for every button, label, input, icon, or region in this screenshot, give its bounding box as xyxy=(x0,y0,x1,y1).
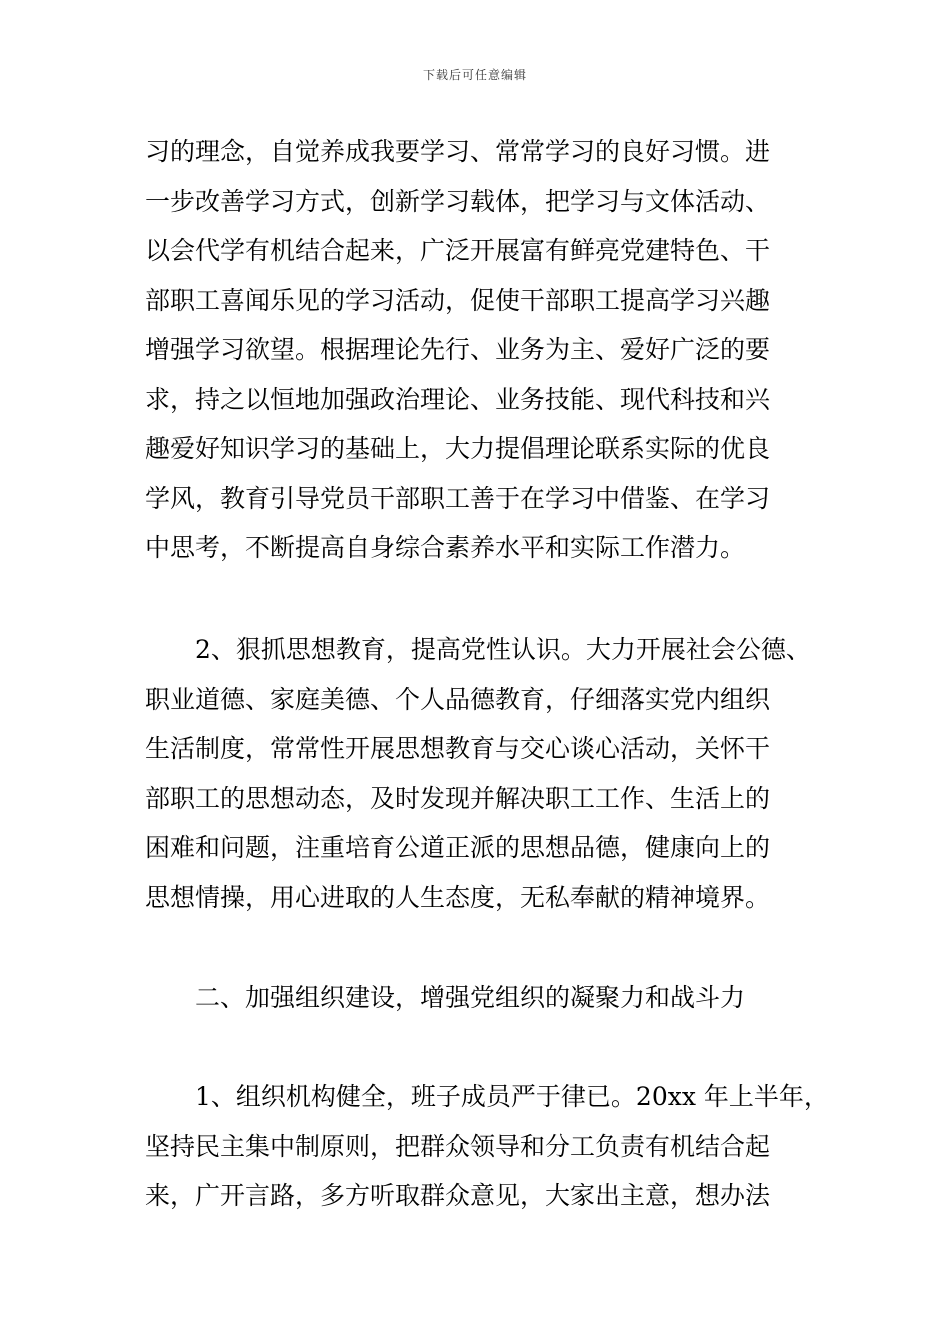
text-line: 中思考，不断提高自身综合素养水平和实际工作潜力。 xyxy=(145,533,746,562)
text-line: 困难和问题，注重培育公道正派的思想品德，健康向上的 xyxy=(145,833,771,862)
paragraph-organization xyxy=(145,1072,835,1221)
text-line: 一步改善学习方式，创新学习载体，把学习与文体活动、 xyxy=(145,186,771,216)
text-line: 趣爱好知识学习的基础上，大力提倡理论联系实际的优良 xyxy=(145,434,771,463)
text-line: 2、狠抓思想教育，提高党性认识。大力开展社会公德、 xyxy=(195,635,811,664)
text-line: 以会代学有机结合起来，广泛开展富有鲜亮党建特色、干 xyxy=(145,236,771,265)
heading-line: 二、加强组织建设，增强党组织的凝聚力和战斗力 xyxy=(195,983,746,1012)
paragraph-study-habits xyxy=(145,127,835,573)
text-line: 增强学习欲望。根据理论先行、业务为主、爱好广泛的要 xyxy=(145,335,771,364)
text-line: 职业道德、家庭美德、个人品德教育，仔细落实党内组织 xyxy=(145,684,771,714)
text-line: 思想情操，用心进取的人生态度，无私奉献的精神境界。 xyxy=(145,882,771,912)
section-heading xyxy=(145,973,835,1023)
text-line: 求，持之以恒地加强政治理论、业务技能、现代科技和兴 xyxy=(145,384,771,414)
text-line: 来，广开言路，多方听取群众意见，大家出主意，想办法 xyxy=(145,1181,771,1210)
paragraph-ideological-education xyxy=(145,625,835,922)
text-line: 部职工的思想动态，及时发现并解决职工工作、生活上的 xyxy=(145,783,771,813)
text-line: 坚持民主集中制原则，把群众领导和分工负责有机结合起 xyxy=(145,1131,771,1161)
page-header: 下载后可任意编辑 xyxy=(422,68,527,82)
text-line: 1、组织机构健全，班子成员严于律已。20xx 年上半年， xyxy=(195,1082,829,1111)
text-line: 部职工喜闻乐见的学习活动，促使干部职工提高学习兴趣 xyxy=(145,285,771,315)
text-line: 学风，教育引导党员干部职工善于在学习中借鉴、在学习 xyxy=(145,483,771,513)
text-line: 生活制度，常常性开展思想教育与交心谈心活动，关怀干 xyxy=(145,734,771,763)
text-line: 习的理念，自觉养成我要学习、常常学习的良好习惯。进 xyxy=(145,137,771,166)
